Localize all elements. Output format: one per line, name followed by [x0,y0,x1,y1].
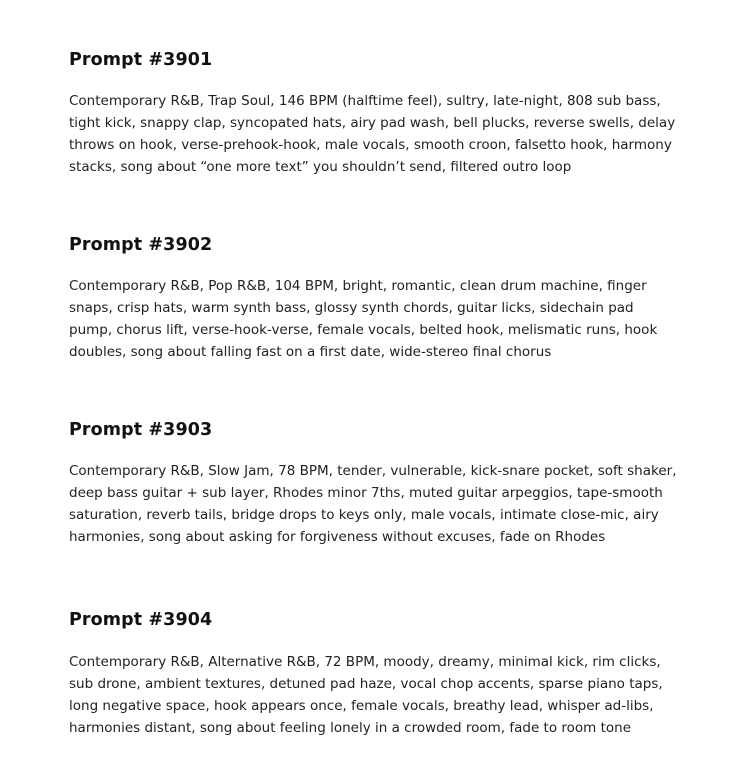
prompt-text: Contemporary R&B, Trap Soul, 146 BPM (halftime feel), sultry, late-night, 808 sub bass, tight kick, snappy clap, syncopated hats, airy pad wash, bell plucks, reverse swells, delay throws on hook, verse-prehook-hook, male vocals, smooth croon, falsetto hook, harmony stacks, song about “one more text” you shouldn’t send, filtered outro loop [69,93,676,176]
prompt-section-3903 [69,419,679,546]
prompt-text: Contemporary R&B, Pop R&B, 104 BPM, bright, romantic, clean drum machine, finger snaps, crisp hats, warm synth bass, glossy synth chords, guitar licks, sidechain pad pump, chorus lift, verse-hook-verse, female vocals, belted hook, melismatic runs, hook doubles, song about falling fast on a first date, wide-stereo final chorus [69,278,658,361]
prompt-section-3901 [69,49,679,176]
prompt-text: Contemporary R&B, Slow Jam, 78 BPM, tender, vulnerable, kick-snare pocket, soft shaker, deep bass guitar + sub layer, Rhodes minor 7ths, muted guitar arpeggios, tape-smooth saturation, reverb tails, bridge drops to keys only, male vocals, intimate close-mic, airy harmonies, song about asking for forgiveness without excuses, fade on Rhodes [69,463,677,546]
prompt-section-3904 [69,609,679,737]
prompt-section-3902 [69,234,679,361]
prompt-title: Prompt #3904 [69,610,213,630]
prompt-title: Prompt #3901 [69,50,213,70]
prompt-text: Contemporary R&B, Alternative R&B, 72 BPM, moody, dreamy, minimal kick, rim clicks, sub drone, ambient textures, detuned pad haze, vocal chop accents, sparse piano taps, long negative space, hook appears once, female vocals, breathy lead, whisper ad-libs, harmonies distant, song about feeling lonely in a crowded room, fade to room tone [69,654,663,737]
prompt-title: Prompt #3903 [69,420,213,440]
prompt-title: Prompt #3902 [69,235,213,255]
